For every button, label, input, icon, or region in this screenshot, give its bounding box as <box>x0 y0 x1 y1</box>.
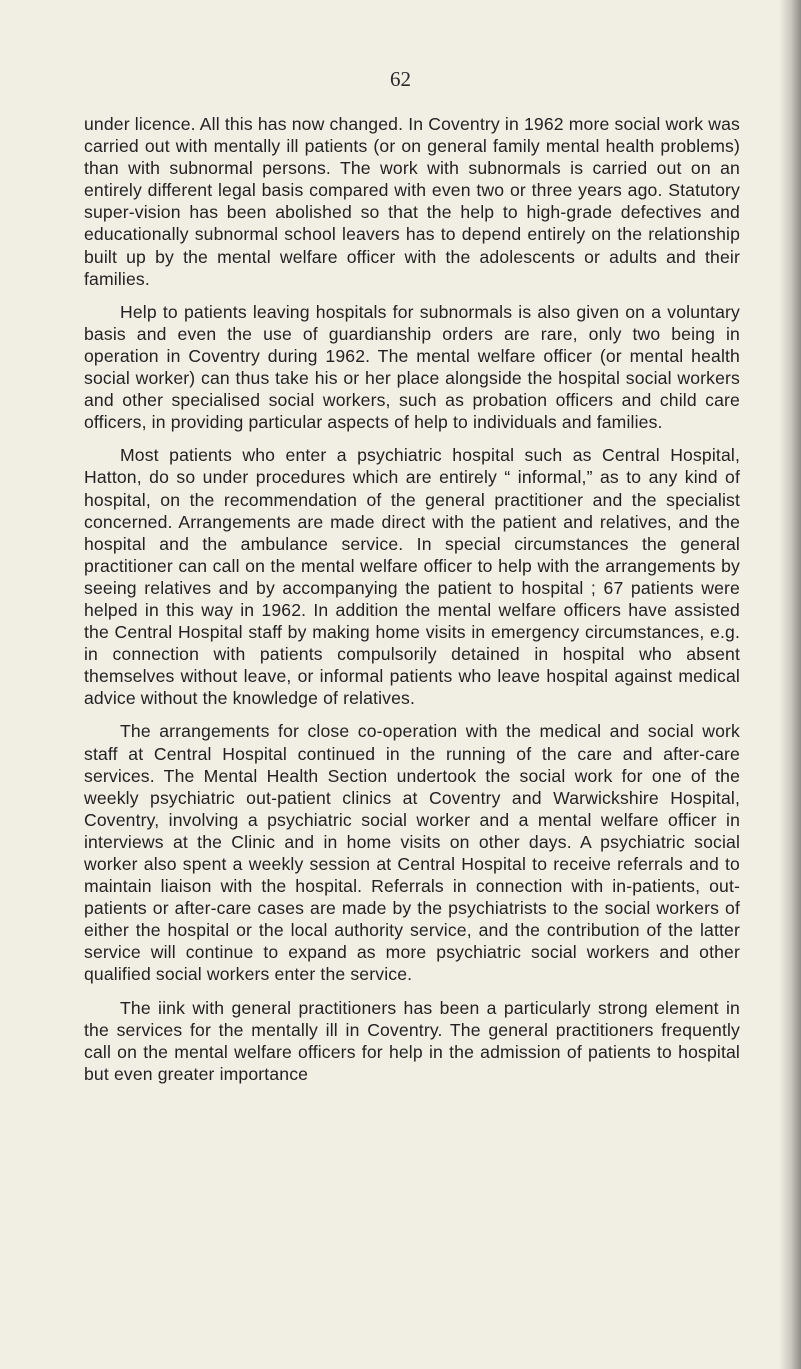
paragraph-2: Help to patients leaving hospitals for subnormals is also given on a voluntary basis and even the use of guardianship orders are rare, only two being in operation in Coventry during 1962. The mental welfare officer (or mental health social worker) can thus take his or her place alongside the hospital social workers and other specialised social workers, such as probation officers and child care officers, in providing particular aspects of help to individuals and families. <box>84 301 740 433</box>
paragraph-5: The iink with general practitioners has been a particularly strong element in the services for the mentally ill in Coventry. The general practitioners frequently call on the mental welfare officers for help in the admission of patients to hospital but even greater importance <box>84 997 740 1084</box>
page-number: 62 <box>390 67 411 91</box>
paragraph-1: under licence. All this has now changed. In Coventry in 1962 more social work was carried out with mentally ill patients (or on general family mental health problems) than with subnormal persons. The work with subnormals is carried out on an entirely different legal basis compared with even two or three years ago. Statutory super-vision has been abolished so that the help to high-grade defectives and educationally subnormal school leavers has to depend entirely on the relationship built up by the mental welfare officer with the adolescents or adults and their families. <box>84 114 740 289</box>
body-text <box>84 113 740 1096</box>
paragraph-4: The arrangements for close co-operation with the medical and social work staff at Central Hospital continued in the running of the care and after-care services. The Mental Health Section undertook the social work for one of the weekly psychiatric out-patient clinics at Coventry and Warwickshire Hospital, Coventry, involving a psychiatric social worker and a mental welfare officer in interviews at the Clinic and in home visits on other days. A psychiatric social worker also spent a weekly session at Central Hospital to receive referrals and to maintain liaison with the hospital. Referrals in connection with in-patients, out-patients or after-care cases are made by the psychiatrists to the social workers of either the hospital or the local authority service, and the contribution of the latter service will continue to expand as more psychiatric social workers and other qualified social workers enter the service. <box>84 721 740 985</box>
page-edge-shadow <box>779 0 801 1369</box>
paragraph-3: Most patients who enter a psychiatric hospital such as Central Hospital, Hatton, do so under procedures which are entirely “ informal,” as to any kind of hospital, on the recommendation of the general practitioner and the specialist concerned. Arrangements are made direct with the patient and relatives, and the hospital and the ambulance service. In special circumstances the general practitioner can call on the mental welfare officer to help with the arrangements by seeing relatives and by accompanying the patient to hospital ; 67 patients were helped in this way in 1962. In addition the mental welfare officers have assisted the Central Hospital staff by making home visits in emergency circumstances, e.g. in connection with patients compulsorily detained in hospital who absent themselves without leave, or informal patients who leave hospital against medical advice without the knowledge of relatives. <box>84 445 740 709</box>
